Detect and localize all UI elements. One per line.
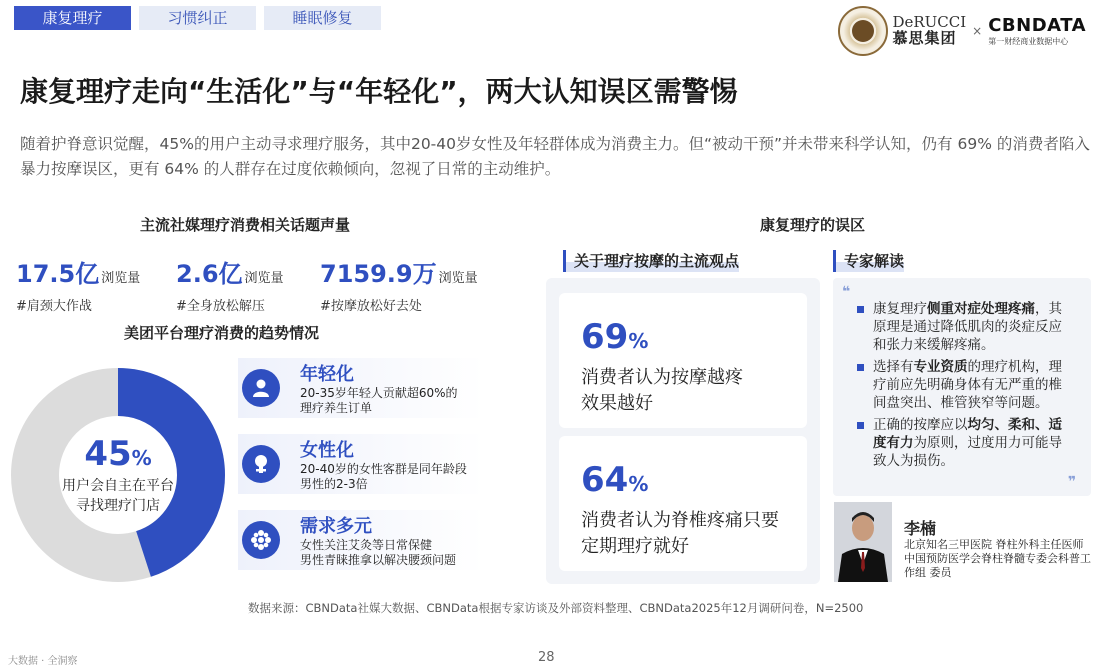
trend-title: 女性化	[300, 440, 354, 461]
expert-point: 正确的按摩应以均匀、柔和、适度有力为原则，过度用力可能导致人为损伤。	[855, 416, 1075, 470]
myth-text-line: 效果越好	[581, 393, 653, 414]
expert-point: 康复理疗侧重对症处理疼痛，其原理是通过降低肌肉的炎症反应和张力来缓解疼痛。	[855, 300, 1075, 354]
brand-logos	[838, 6, 1086, 56]
trend-line: 理疗养生订单	[300, 401, 373, 415]
derucci-en: DeRUCCI	[892, 13, 967, 32]
donut-desc-line: 用户会自主在平台	[62, 478, 174, 494]
trend-section-title: 美团平台理疗消费的趋势情况	[124, 324, 320, 342]
trend-item	[238, 358, 484, 418]
cbndata-en: CBNDATA	[988, 15, 1086, 36]
donut-percent-sign: %	[131, 446, 152, 470]
donut-percent: 45	[84, 434, 132, 474]
trend-title: 需求多元	[300, 516, 372, 537]
trend-line: 女性关注艾灸等日常保健	[300, 538, 433, 552]
myth-card	[559, 293, 807, 428]
stat-item	[176, 254, 284, 314]
footer-slogan: 大数据 · 全洞察	[8, 656, 78, 667]
data-source: 数据来源：CBNData社媒大数据、CBNData根据专家访谈及外部资料整理、CBNData2025年12月调研问卷，N=2500	[248, 601, 864, 615]
donut-center	[11, 368, 225, 582]
tab-habit[interactable]: 习惯纠正	[139, 6, 256, 30]
myth-section-title: 康复理疗的误区	[760, 216, 866, 234]
trend-line: 男性的2-3倍	[300, 477, 368, 491]
tab-bar	[14, 6, 381, 30]
page-number: 28	[538, 650, 555, 665]
trend-line: 20-35岁年轻人贡献超60%的	[300, 386, 458, 400]
expert-label: 专家解读	[833, 250, 904, 272]
myth-percent-sign: %	[628, 329, 649, 353]
page-title: 康复理疗走向“生活化”与“年轻化”，两大认知误区需警惕	[20, 75, 738, 108]
intro-paragraph: 随着护脊意识觉醒，45%的用户主动寻求理疗服务，其中20-40岁女性及年轻群体成为消费主力。但“被动干预”并未带来科学认知，仍有 69% 的消费者陷入暴力按摩误区，更有 64% 的人群存在过度依赖倾向，忽视了日常的主动维护。	[20, 135, 1090, 178]
expert-photo	[834, 502, 892, 582]
cbndata-logo	[988, 15, 1086, 47]
tab-rehab[interactable]: 康复理疗	[14, 6, 131, 30]
myth-text-line: 消费者认为按摩越疼	[581, 367, 743, 388]
expert-name: 李楠	[904, 519, 937, 538]
stat-value: 7159.9万	[320, 260, 437, 288]
myth-percent-sign: %	[628, 472, 649, 496]
views-label: 关于理疗按摩的主流观点	[563, 250, 739, 272]
trend-item	[238, 510, 484, 570]
stat-unit: 浏览量	[438, 271, 478, 286]
trend-line: 20-40岁的女性客群是同年龄段	[300, 462, 467, 476]
stat-item	[16, 254, 140, 314]
myth-text-line: 消费者认为脊椎疼痛只要	[581, 510, 779, 531]
myth-percent: 64	[581, 460, 629, 500]
logo-separator: ×	[972, 24, 983, 38]
open-quote-icon: ❝	[842, 284, 851, 300]
expert-title: 北京知名三甲医院 脊柱外科主任医师 中国预防医学会脊柱脊髓专委会科普工作组 委员	[904, 538, 1091, 579]
tab-sleep[interactable]: 睡眠修复	[264, 6, 381, 30]
person-icon	[242, 369, 280, 407]
cbndata-cn: 第一财经商业数据中心	[988, 37, 1069, 46]
voice-section-title: 主流社媒理疗消费相关话题声量	[140, 216, 351, 234]
stat-tag: #按摩放松好去处	[320, 299, 422, 314]
flower-icon	[242, 521, 280, 559]
seal-logo	[838, 6, 888, 56]
female-icon	[242, 445, 280, 483]
stat-unit: 浏览量	[101, 271, 141, 286]
trend-item	[238, 434, 484, 494]
myth-percent: 69	[581, 317, 629, 357]
stat-value: 17.5亿	[16, 260, 100, 288]
close-quote-icon: ❞	[1068, 474, 1077, 490]
stat-tag: #全身放松解压	[176, 299, 265, 314]
myth-text-line: 定期理疗就好	[581, 536, 689, 557]
expert-points	[855, 300, 1075, 474]
derucci-logo	[892, 15, 966, 47]
trend-title: 年轻化	[300, 364, 354, 385]
trend-line: 男性青睐推拿以解决腰颈问题	[300, 553, 457, 567]
expert-point: 选择有专业资质的理疗机构，理疗前应先明确身体有无严重的椎间盘突出、椎管狭窄等问题。	[855, 358, 1075, 412]
stat-tag: #肩颈大作战	[16, 299, 92, 314]
stat-item	[320, 254, 478, 314]
myth-card	[559, 436, 807, 571]
stat-unit: 浏览量	[244, 271, 284, 286]
donut-desc-line: 寻找理疗门店	[76, 498, 160, 514]
derucci-cn: 慕思集团	[892, 29, 957, 47]
stat-value: 2.6亿	[176, 260, 243, 288]
